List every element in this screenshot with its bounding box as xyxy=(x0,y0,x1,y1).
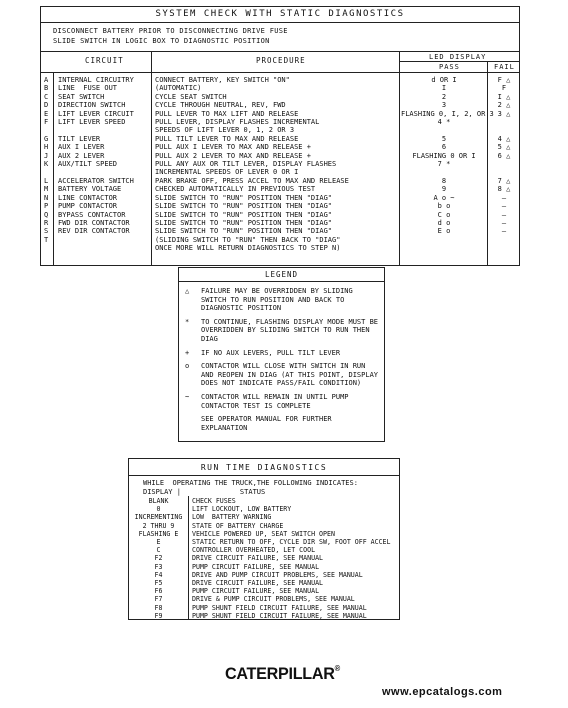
legend-text: CONTACTOR WILL CLOSE WITH SWITCH IN RUN AND REOPEN IN DIAG (AT THIS POINT, DISPLAY DOES NOT INDICATE PASS/FAIL CONDITION) xyxy=(201,362,379,388)
column-line xyxy=(151,51,152,265)
status-values: CHECK FUSES LIFT LOCKOUT, LOW BATTERY LOW BATTERY WARNING STATE OF BATTERY CHARGE VEHICLE POWERED UP, SEAT SWITCH OPEN STATIC RETURN TO OFF, CYCLE DIR SW, FOOT OFF ACCEL CONTROLLER OVERHEATED, LET COOL DRIVE CIRCUIT FAILURE, SEE MANUAL PUMP CIRCUIT FAILURE, SEE MANUAL DRIVE AND PUMP CIRCUIT PROBLEMS, SEE MANUAL DRIVE CIRCUIT FAILURE, SEE MANUAL PUMP CIRCUIT FAILURE, SEE MANUAL DRIVE & PUMP CIRCUIT PROBLEMS, SEE MANUAL PUMP SHUNT FIELD CIRCUIT FAILURE, SEE MANUAL PUMP SHUNT FIELD CIRCUIT FAILURE, SEE MANUAL xyxy=(192,497,391,620)
legend-item-plus xyxy=(179,349,384,358)
divider xyxy=(41,22,519,23)
legend-text: CONTACTOR WILL REMAIN IN UNTIL PUMP CONTACTOR TEST IS COMPLETE xyxy=(201,392,349,410)
intro-line-2: SLIDE SWITCH IN LOGIC BOX TO DIAGNOSTIC POSITION xyxy=(53,37,270,45)
system-check-title: SYSTEM CHECK WITH STATIC DIAGNOSTICS xyxy=(155,9,405,19)
circuit-names: INTERNAL CIRCUITRY LINE FUSE OUT SEAT SWITCH DIRECTION SWITCH LIFT LEVER CIRCUIT LIFT LEVER SPEED TILT LEVER AUX I LEVER AUX 2 LEVER AUX/TILT SPEED ACCELERATOR SWITCH BATTERY VOLTAGE LINE CONTACTOR PUMP CONTACTOR BYPASS CONTACTOR FWD DIR CONTACTOR REV DIR CONTACTOR xyxy=(58,76,134,236)
registered-mark: ® xyxy=(334,664,340,673)
circle-icon: o xyxy=(185,362,190,371)
legend-item-asterisk xyxy=(179,318,384,344)
triangle-icon: △ xyxy=(185,287,190,295)
legend-title: LEGEND xyxy=(264,270,299,279)
intro-line-1: DISCONNECT BATTERY PRIOR TO DISCONNECTING DRIVE FUSE xyxy=(53,27,288,35)
column-line xyxy=(188,496,189,619)
divider xyxy=(179,281,384,282)
header-fail: FAIL xyxy=(494,63,515,71)
legend-item-circle xyxy=(179,362,384,388)
brand-name: CATERPILLAR xyxy=(225,664,335,683)
step-letters: A B C D E F G H J K L M N P Q R S T xyxy=(44,76,49,244)
display-values: BLANK 0 INCREMENTING 2 THRU 9 FLASHING E E C F2 F3 F4 F5 F6 F7 F8 F9 xyxy=(134,497,183,620)
subtitle-text: WHILE OPERATING THE TRUCK,THE FOLLOWING INDICATES: xyxy=(143,479,358,487)
legend-item-tilde xyxy=(179,393,384,410)
column-line xyxy=(53,72,54,265)
fail-values: F △ F I △ 2 △ 3 △ 4 △ 5 △ 6 △ 7 △ 8 △ – – – – – xyxy=(497,76,511,236)
divider xyxy=(129,475,399,476)
legend-text: FAILURE MAY BE OVERRIDDEN BY SLIDING SWITCH TO RUN POSITION AND BACK TO DIAGNOSTIC POSITION xyxy=(201,287,353,313)
legend-text: TO CONTINUE, FLASHING DISPLAY MODE MUST BE OVERRIDDEN BY SLIDING SWITCH TO RUN THEN DIAG xyxy=(201,317,379,343)
asterisk-icon: * xyxy=(185,317,190,326)
legend-item-note xyxy=(179,415,384,432)
procedures: CONNECT BATTERY, KEY SWITCH "ON" (AUTOMATIC) CYCLE SEAT SWITCH CYCLE THROUGH NEUTRAL, REV, FWD PULL LEVER TO MAX LIFT AND RELEASE PULL LEVER, DISPLAY FLASHES INCREMENTAL SPEEDS OF LIFT LEVER 0, 1, 2 OR 3 PULL TILT LEVER TO MAX AND RELEASE PULL AUX I LEVER TO MAX AND RELEASE + PULL AUX 2 LEVER TO MAX AND RELEASE + PULL ANY AUX OR TILT LEVER, DISPLAY FLASHES INCREMENTAL SPEEDS OF LEVER 0 OR I PARK BRAKE OFF, PRESS ACCEL TO MAX AND RELEASE CHECKED AUTOMATICALLY IN PREVIOUS TEST SLIDE SWITCH TO "RUN" POSITION THEN "DIAG" SLIDE SWITCH TO "RUN" POSITION THEN "DIAG" SLIDE SWITCH TO "RUN" POSITION THEN "DIAG" SLIDE SWITCH TO "RUN" POSITION THEN "DIAG" SLIDE SWITCH TO "RUN" POSITION THEN "DIAG" (SLIDING SWITCH TO "RUN" THEN BACK TO "DIAG" ONCE MORE WILL RETURN DIAGNOSTICS TO STEP N) xyxy=(155,76,349,253)
run-time-diagnostics-table xyxy=(128,458,400,620)
column-line xyxy=(399,51,400,265)
caterpillar-logo xyxy=(225,664,340,684)
run-time-subtitle xyxy=(143,479,358,497)
plus-icon: + xyxy=(185,348,190,357)
legend-text: IF NO AUX LEVERS, PULL TILT LEVER xyxy=(201,348,341,357)
header-procedure: PROCEDURE xyxy=(256,56,306,65)
tilde-icon: ~ xyxy=(185,392,190,401)
column-line xyxy=(487,61,488,265)
column-header: DISPLAY | STATUS xyxy=(143,488,266,496)
legend-box xyxy=(178,267,385,442)
website-url: www.epcatalogs.com xyxy=(382,686,503,698)
system-check-intro xyxy=(53,26,288,46)
header-pass: PASS xyxy=(439,63,460,71)
pass-values: d OR I I 2 3 FLASHING 0, I, 2, OR 3 4 * 5 6 FLASHING 0 OR I 7 * 8 9 A o ~ b o C o d o E o xyxy=(401,76,494,236)
legend-item-triangle xyxy=(179,287,384,313)
divider xyxy=(399,61,519,62)
system-check-table xyxy=(40,6,520,266)
divider xyxy=(41,72,519,73)
header-circuit: CIRCUIT xyxy=(85,56,124,65)
run-time-title: RUN TIME DIAGNOSTICS xyxy=(200,463,328,472)
divider xyxy=(41,51,519,52)
header-led-display: LED DISPLAY xyxy=(429,53,487,61)
legend-text: SEE OPERATOR MANUAL FOR FURTHER EXPLANATION xyxy=(201,415,332,432)
